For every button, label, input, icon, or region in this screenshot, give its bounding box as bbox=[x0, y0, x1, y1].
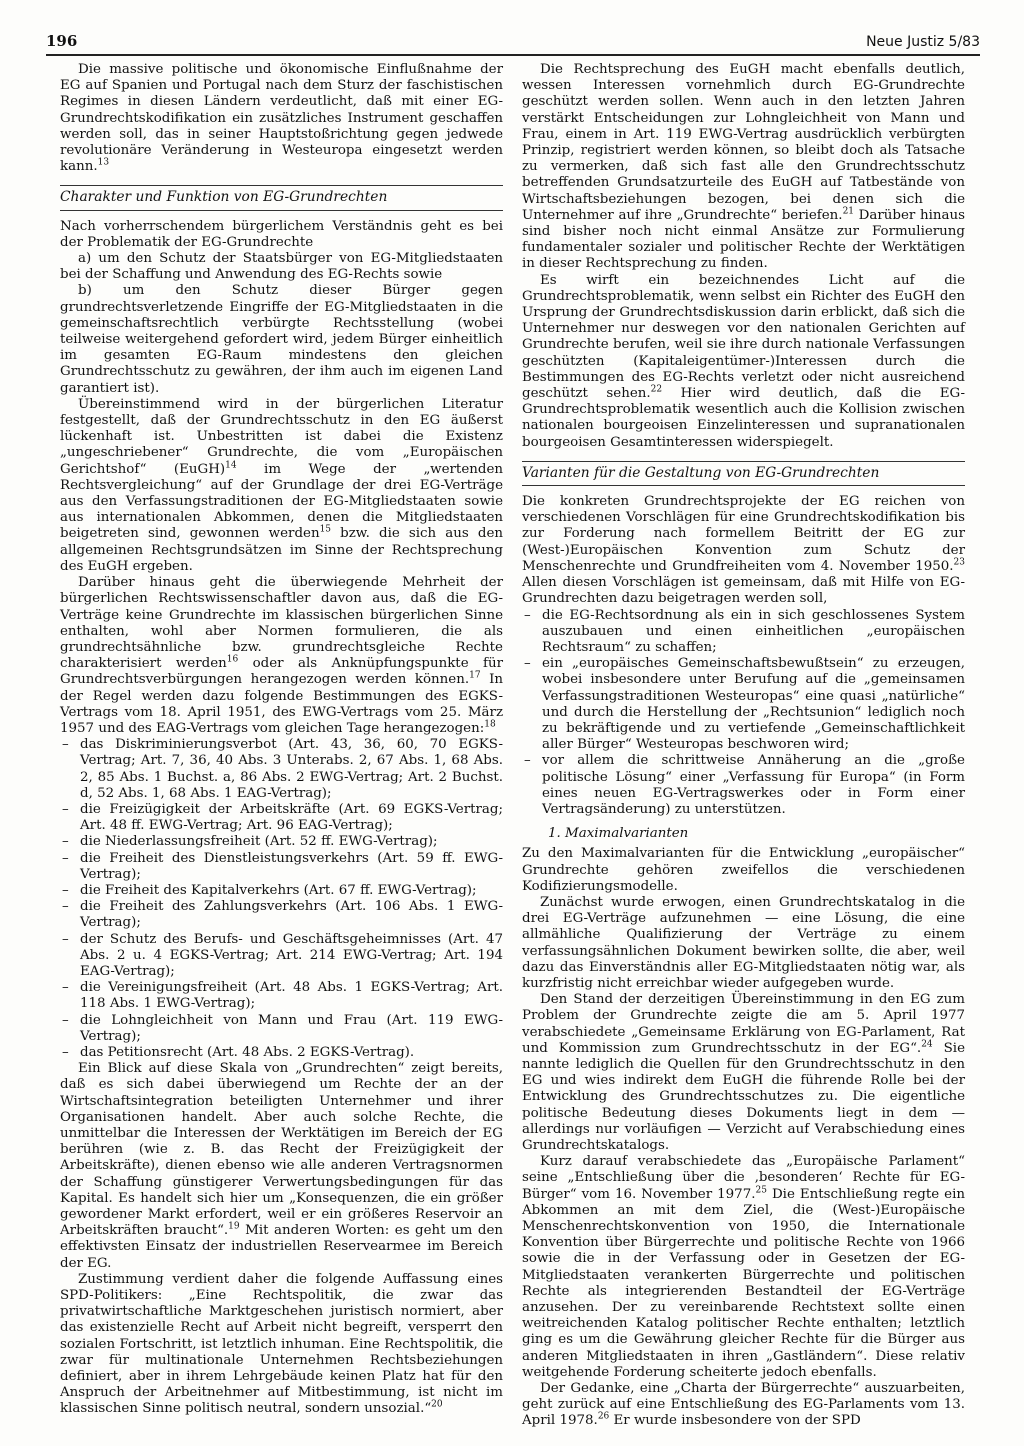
paragraph: b) um den Schutz dieser Bürger gegen grundrechtsverletzende Eingriffe der EG-Mitgliedstaaten in die gemeinschaftsrechtlich verbürgte Rechtsstellung (wobei teilweise weitergehend gefordert wird, jedem Bürger einheitlich im gesamten EG-Raum mindestens den gleichen Grundrechtsschutz zu gewähren, der ihm auch im eigenen Land garantiert ist). bbox=[60, 283, 503, 396]
footnote-ref: 15 bbox=[319, 525, 332, 536]
list-item: – die Vereinigungsfreiheit (Art. 48 Abs. 1 EGKS-Vertrag; Art. 118 Abs. 1 EWG-Vertrag); bbox=[60, 980, 503, 1012]
section-heading: Charakter und Funktion von EG-Grundrechten bbox=[60, 185, 503, 210]
footnote-ref: 14 bbox=[225, 460, 237, 471]
list-item: – die EG-Rechtsordnung als ein in sich geschlossenes System auszubauen und einen einheitlichen „europäischen Rechtsraum“ zu schaffen; bbox=[522, 608, 965, 657]
list-item: – die Freiheit des Kapitalverkehrs (Art. 67 ff. EWG-Vertrag); bbox=[60, 883, 503, 899]
footnote-ref: 25 bbox=[755, 1185, 767, 1196]
list-item: – die Niederlassungsfreiheit (Art. 52 ff. EWG-Vertrag); bbox=[60, 834, 503, 850]
footnote-ref: 19 bbox=[228, 1221, 240, 1232]
footnote-ref: 17 bbox=[469, 670, 481, 681]
footnote-ref: 18 bbox=[484, 719, 496, 730]
paragraph: Zustimmung verdient daher die folgende Auffassung eines SPD-Politikers: „Eine Rechtspolitik, die zwar das privatwirtschaftliche Marktgeschehen juristisch normiert, aber das existenzielle Recht auf Arbeit nicht begreift, versperrt den sozialen Fortschritt, ist letztlich inhuman. Eine Rechtspolitik, die zwar für multinationale Unternehmen Rechtsbeziehungen definiert, aber in ihrem Lehrgebäude keinen Platz hat für den Anspruch der Arbeitnehmer auf Mitbestimmung, ist nicht im klassischen Sinne politisch neutral, sondern unsozial.“$^{20}$ bbox=[60, 1271, 503, 1417]
paragraph: Zunächst wurde erwogen, einen Grundrechtskatalog in die drei EG-Verträge aufzunehmen — eine Lösung, die eine allmähliche Qualifizierung der Verträge zu einem verfassungsähnlichen Dokument bewirken sollte, die aber, weil dazu das Einverständnis aller EG-Mitgliedstaaten nötig war, als kurzfristig nicht erreichbar wieder aufgegeben wurde. bbox=[522, 894, 965, 991]
paragraph: a) um den Schutz der Staatsbürger von EG-Mitgliedstaaten bei der Schaffung und Anwendung des EG-Rechts sowie bbox=[60, 251, 503, 283]
footnote-ref: 26 bbox=[597, 1411, 610, 1422]
paragraph: Den Stand der derzeitigen Übereinstimmung in den EG zum Problem der Grundrechte zeigte die am 5. April 1977 verabschiedete „Gemeinsame Erklärung von EG-Parlament, Rat und Kommission zum Grundrechtsschutz in der EG“.$^{24}$ Sie nannte lediglich die Quellen für den Grundrechtsschutz in den EG und wies indirekt dem EuGH die führende Rolle bei der Entwicklung des Grundrechtsschutzes zu. Die eigentliche politische Bedeutung dieses Dokuments liegt in dem — allerdings nur vorläufigen — Verzicht auf Verabschiedung eines Grundrechtskatalogs. bbox=[522, 992, 965, 1153]
list-item: – die Freiheit des Dienstleistungsverkehrs (Art. 59 ff. EWG-Vertrag); bbox=[60, 851, 503, 883]
paragraph: Ein Blick auf diese Skala von „Grundrechten“ zeigt bereits, daß es sich dabei überwiegend um Rechte der an der Wirtschaftsintegration beteiligten Unternehmer und ihrer Organisationen handelt. Aber auch solche Rechte, die unmittelbar die Interessen der Werktätigen im Bereich der EG berühren (wie z. B. das Recht der Freizügigkeit der Arbeitskräfte), dienen ebenso wie alle anderen Vertragsnormen der Schaffung günstigerer Verwertungsbedingungen für das Kapital. Es handelt sich hier um „Konsequenzen, die ein größer gewordener Markt erfordert, weil er ein größeres Reservoir an Arbeitskräften braucht“.$^{19}$ Mit anderen Worten: es geht um den effektivsten Einsatz der industriellen Reservearmee im Bereich der EG. bbox=[60, 1061, 503, 1271]
footnote-ref: 13 bbox=[97, 157, 110, 168]
paragraph: Darüber hinaus geht die überwiegende Mehrheit der bürgerlichen Rechtswissenschaftler davon aus, daß die EG-Verträge keine Grundrechte im klassischen bürgerlichen Sinne enthalten, wohl aber Normen formulieren, die als grundrechtsähnliche bzw. grundrechtsgleiche Rechte charakterisiert werden$^{16}$ oder als Anknüpfungspunkte für Grundrechtsverbürgungen herangezogen werden können.$^{17}$ In der Regel werden dazu folgende Bestimmungen des EGKS-Vertrags vom 18. April 1951, des EWG-Vertrags vom 25. März 1957 und des EAG-Vertrags vom gleichen Tage herangezogen:$^{18}$ bbox=[60, 575, 503, 736]
treaty-list bbox=[60, 737, 503, 1061]
paragraph: Die konkreten Grundrechtsprojekte der EG reichen von verschiedenen Vorschlägen für eine Grundrechtskodifikation bis zur Forderung nach formellem Beitritt der EG zur (West-)Europäischen Konvention zum Schutz der Menschenrechte und Grundfreiheiten vom 4. November 1950.23 Allen diesen Vorschlägen ist gemeinsam, daß mit Hilfe von EG-Grundrechten dazu beigetragen werden soll, bbox=[522, 494, 965, 607]
list-item: – das Diskriminierungsverbot (Art. 43, 36, 60, 70 EGKS-Vertrag; Art. 7, 36, 40 Abs. 3 Unterabs. 2, 67 Abs. 1, 68 Abs. 2, 85 Abs. 1 Buchst. a, 86 Abs. 2 EWG-Vertrag; Art. 2 Buchst. d, 52 Abs. 1, 68 Abs. 1 EAG-Vertrag); bbox=[60, 737, 503, 802]
footnote-ref: 20 bbox=[431, 1399, 443, 1410]
page-header bbox=[46, 28, 980, 56]
left-column bbox=[60, 62, 503, 1417]
journal-title: Neue Justiz 5/83 bbox=[866, 34, 980, 50]
paragraph: Übereinstimmend wird in der bürgerlichen Literatur festgestellt, daß der Grundrechtsschutz in den EG äußerst lückenhaft ist. Unbestritten ist dabei die Existenz „ungeschriebener“ Grundrechte, die vom „Europäischen Gerichtshof“ (EuGH)$^{14}$ im Wege der „wertenden Rechtsvergleichung“ auf der Grundlage der drei EG-Verträge aus den Verfassungstraditionen der EG-Mitgliedstaaten sowie aus internationalen Abkommen, denen die Mitgliedstaaten beigetreten sind, gewonnen werden$^{15}$ bzw. die sich aus den allgemeinen Rechtsgrundsätzen im Sinne der Rechtsprechung des EuGH ergeben. bbox=[60, 396, 503, 574]
list-item: – vor allem die schrittweise Annäherung an die „große politische Lösung“ einer „Verfassung für Europa“ (in Form eines neuen EG-Vertragswerkes oder in Form einer Vertragsänderung) zu unterstützen. bbox=[522, 753, 965, 818]
paragraph: Kurz darauf verabschiedete das „Europäische Parlament“ seine „Entschließung über die ‚besonderen‘ Rechte für EG-Bürger“ vom 16. November 1977.25 Die Entschließung regte ein Abkommen an mit dem Ziel, die (West-)Europäische Menschenrechtskonvention von 1950, die Internationale Konvention über Bürgerrechte und politische Rechte von 1966 sowie die in der Verfassung oder in Gesetzen der EG-Mitgliedstaaten verankerten Bürgerrechte und politischen Rechte als integrierenden Bestandteil der EG-Verträge anzusehen. Der zu vereinbarende Rechtstext sollte einen weitreichenden Katalog politischer Rechte enthalten; letztlich ging es um die Gewährung gleicher Rechte für die Bürger aus anderen Mitgliedstaaten in ihren „Gastländern“. Diese relativ weitgehende Forderung scheiterte jedoch ebenfalls. bbox=[522, 1154, 965, 1380]
page-number: 196 bbox=[46, 32, 78, 50]
list-item: – der Schutz des Berufs- und Geschäftsgeheimnisses (Art. 47 Abs. 2 u. 4 EGKS-Vertrag; Art. 214 EWG-Vertrag; Art. 194 EAG-Vertrag); bbox=[60, 932, 503, 981]
subheading: 1. Maximalvarianten bbox=[548, 826, 689, 842]
footnote-ref: 24 bbox=[921, 1039, 933, 1050]
paragraph: Der Gedanke, eine „Charta der Bürgerrechte“ auszuarbeiten, geht zurück auf eine Entschließung des EG-Parlaments vom 13. April 1978.26 Er wurde insbesondere von der SPD bbox=[522, 1381, 965, 1429]
footnote-ref: 16 bbox=[226, 654, 239, 665]
footnote-ref: 23 bbox=[953, 557, 965, 568]
right-column bbox=[522, 62, 966, 1429]
paragraph: Die Rechtsprechung des EuGH macht ebenfalls deutlich, wessen Interessen vornehmlich durch EG-Grundrechte geschützt werden sollen. Wenn auch in den letzten Jahren verstärkt Entscheidungen zur Lohngleichheit von Mann und Frau, einem in Art. 119 EWG-Vertrag ausdrücklich verbürgten Prinzip, registriert werden können, so bleibt doch als Tatsache zu vermerken, daß sich fast alle den Grundrechtsschutz betreffenden Grundsatzurteile des EuGH auf Tatbestände von Wirtschaftsbeziehungen bezogen, bei denen sich die Unternehmer auf ihre „Grundrechte“ beriefen.$^{21}$ Darüber hinaus sind bisher noch nicht einmal Ansätze zur Formulierung fundamentaler sozialer und politischer Rechte der Werktätigen in dieser Rechtsprechung zu finden. bbox=[522, 62, 965, 272]
paragraph: Zu den Maximalvarianten für die Entwicklung „europäischer“ Grundrechte gehören zweifellos die verschiedenen Kodifizierungsmodelle. bbox=[522, 846, 965, 894]
list-item: – die Freiheit des Zahlungsverkehrs (Art. 106 Abs. 1 EWG-Vertrag); bbox=[60, 899, 503, 931]
list-item: – ein „europäisches Gemeinschaftsbewußtsein“ zu erzeugen, wobei insbesondere unter Berufung auf die „gemeinsamen Verfassungstraditionen Westeuropas“ eine quasi „natürliche“ und durch die Herstellung der „Rechtsunion“ lediglich noch zu bekräftigende und zu vertiefende „Gemeinschaftlichkeit aller Bürger“ Westeuropas beschworen wird; bbox=[522, 656, 965, 753]
section-heading: Varianten für die Gestaltung von EG-Grundrechten bbox=[522, 461, 965, 486]
list-item: – die Lohngleichheit von Mann und Frau (Art. 119 EWG-Vertrag); bbox=[60, 1013, 503, 1045]
paragraph: Es wirft ein bezeichnendes Licht auf die Grundrechtsproblematik, wenn selbst ein Richter des EuGH den Ursprung der Grundrechtsdiskussion darin erblickt, daß sich die Unternehmer nur deswegen vor den nationalen Gerichten auf Grundrechte berufen, weil sie ihre durch nationale Verfassungen geschützten (Kapitaleigentümer-)Interessen durch die Bestimmungen des EG-Rechts verletzt oder nicht ausreichend geschützt sehen.$^{22}$ Hier wird deutlich, daß die EG-Grundrechtsproblematik wesentlich auch die Kollision zwischen nationalen bourgeoisen Einzelinteressen und supranationalen bourgeoisen Gesamtinteressen widerspiegelt. bbox=[522, 272, 966, 450]
paragraph: Die massive politische und ökonomische Einflußnahme der EG auf Spanien und Portugal nach dem Sturz der faschistischen Regimes in diesen Ländern verdeutlicht, daß mit einer EG-Grundrechtskodifikation ein zusätzliches Instrument geschaffen werden soll, das in seiner Hauptstoßrichtung gegen jedwede revolutionäre Veränderung in Westeuropa eingesetzt werden kann.$^{13}$ bbox=[60, 62, 503, 175]
goals-list bbox=[522, 608, 965, 819]
list-item: – das Petitionsrecht (Art. 48 Abs. 2 EGKS-Vertrag). bbox=[60, 1045, 503, 1061]
list-item: – die Freizügigkeit der Arbeitskräfte (Art. 69 EGKS-Vertrag; Art. 48 ff. EWG-Vertrag; Art. 96 EAG-Vertrag); bbox=[60, 802, 503, 834]
footnote-ref: 22 bbox=[650, 384, 663, 395]
footnote-ref: 21 bbox=[842, 206, 855, 217]
paragraph: Nach vorherrschendem bürgerlichem Verständnis geht es bei der Problematik der EG-Grundrechte bbox=[60, 218, 503, 250]
